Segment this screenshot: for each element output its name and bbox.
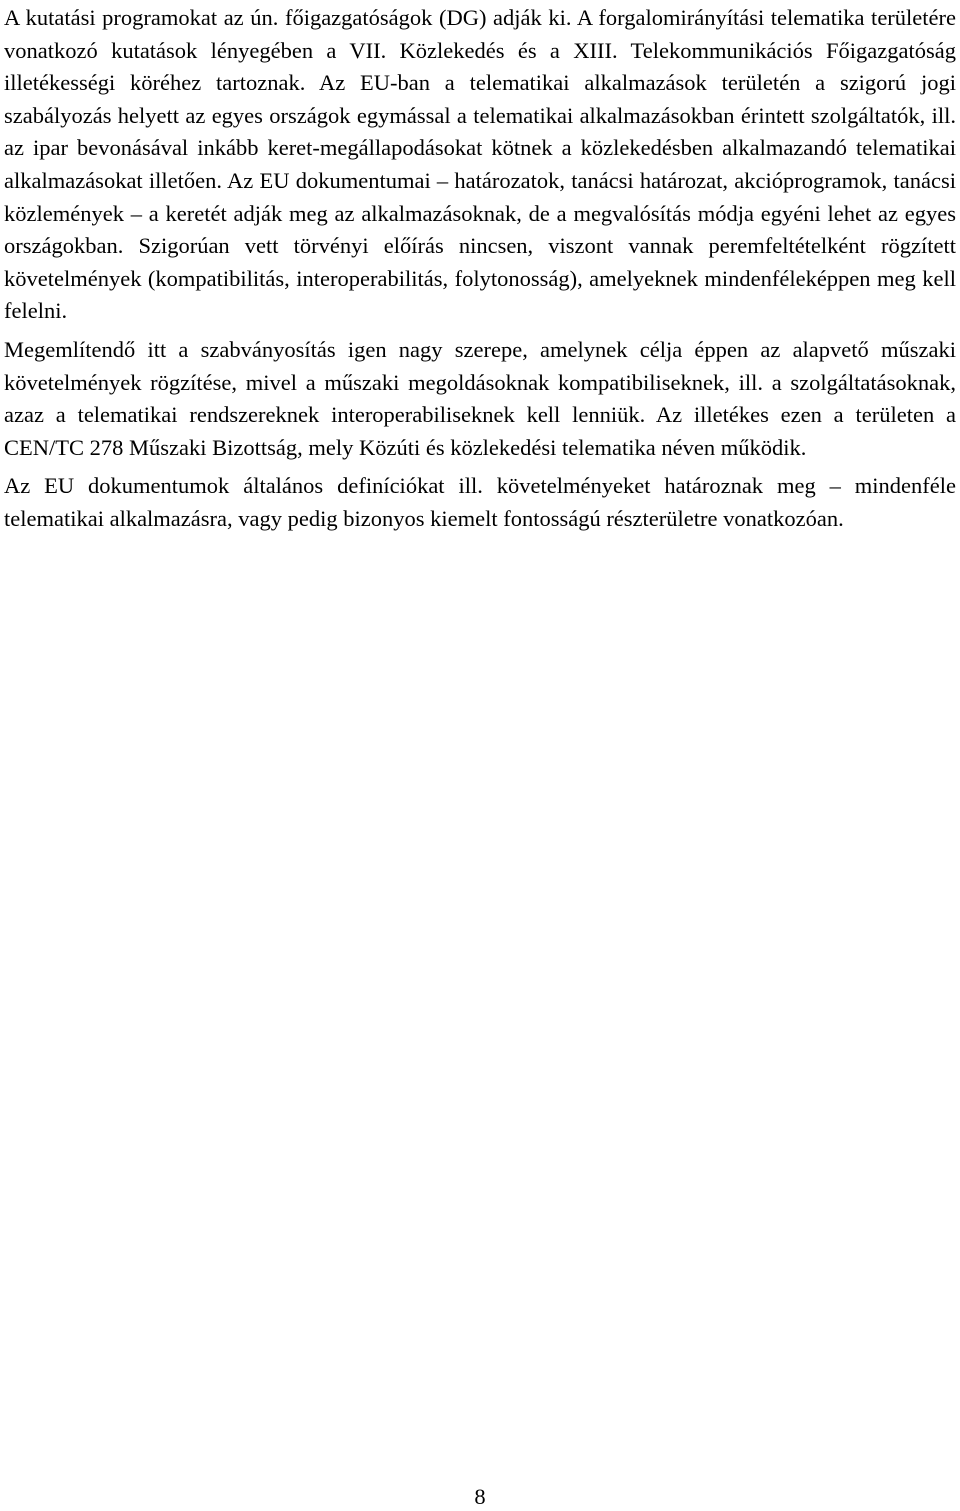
page-number: 8 (474, 1484, 486, 1509)
paragraph-2: Megemlítendő itt a szabványosítás igen nagy szerepe, amelynek célja éppen az alapvető műszaki követelmények rögzítése, mivel a műszaki megoldásoknak kompatibiliseknek, ill. a szolgáltatásoknak, azaz a telematikai rendszereknek interoperabiliseknek kell lenniük. Az illetékes ezen a területen a CEN/TC 278 Műszaki Bizottság, mely Közúti és közlekedési telematika néven működik. (4, 336, 956, 460)
paragraph-3: Az EU dokumentumok általános definíciókat ill. követelményeket határoznak meg – mindenféle telematikai alkalmazásra, vagy pedig bizonyos kiemelt fontosságú részterületre vonatkozóan. (4, 473, 956, 531)
paragraph-1: A kutatási programokat az ún. főigazgatóságok (DG) adják ki. A forgalomirányítási telematika területére vonatkozó kutatások lényegében a VII. Közlekedés és a XIII. Telekommunikációs Főigazgatóság illetékességi köréhez tartoznak. Az EU-ban a telematikai alkalmazások területén a szigorú jogi szabályozás helyett az egyes országok egymással a telematikai alkalmazásokban érintett szolgáltatók, ill. az ipar bevonásával inkább keret-megállapodásokat kötnek a közlekedésben alkalmazandó telematikai alkalmazásokat illetően. Az EU dokumentumai – határozatok, tanácsi határozat, akcióprogramok, tanácsi közlemények – a keretét adják meg az alkalmazásoknak, de a megvalósítás módja egyéni lehet az egyes országokban. Szigorúan vett törvényi előírás nincsen, viszont vannak peremfeltételként rögzített követelmények (kompatibilitás, interoperabilitás, folytonosság), amelyeknek mindenféleképpen meg kell felelni. (4, 5, 956, 324)
document-body (4, 2, 956, 536)
